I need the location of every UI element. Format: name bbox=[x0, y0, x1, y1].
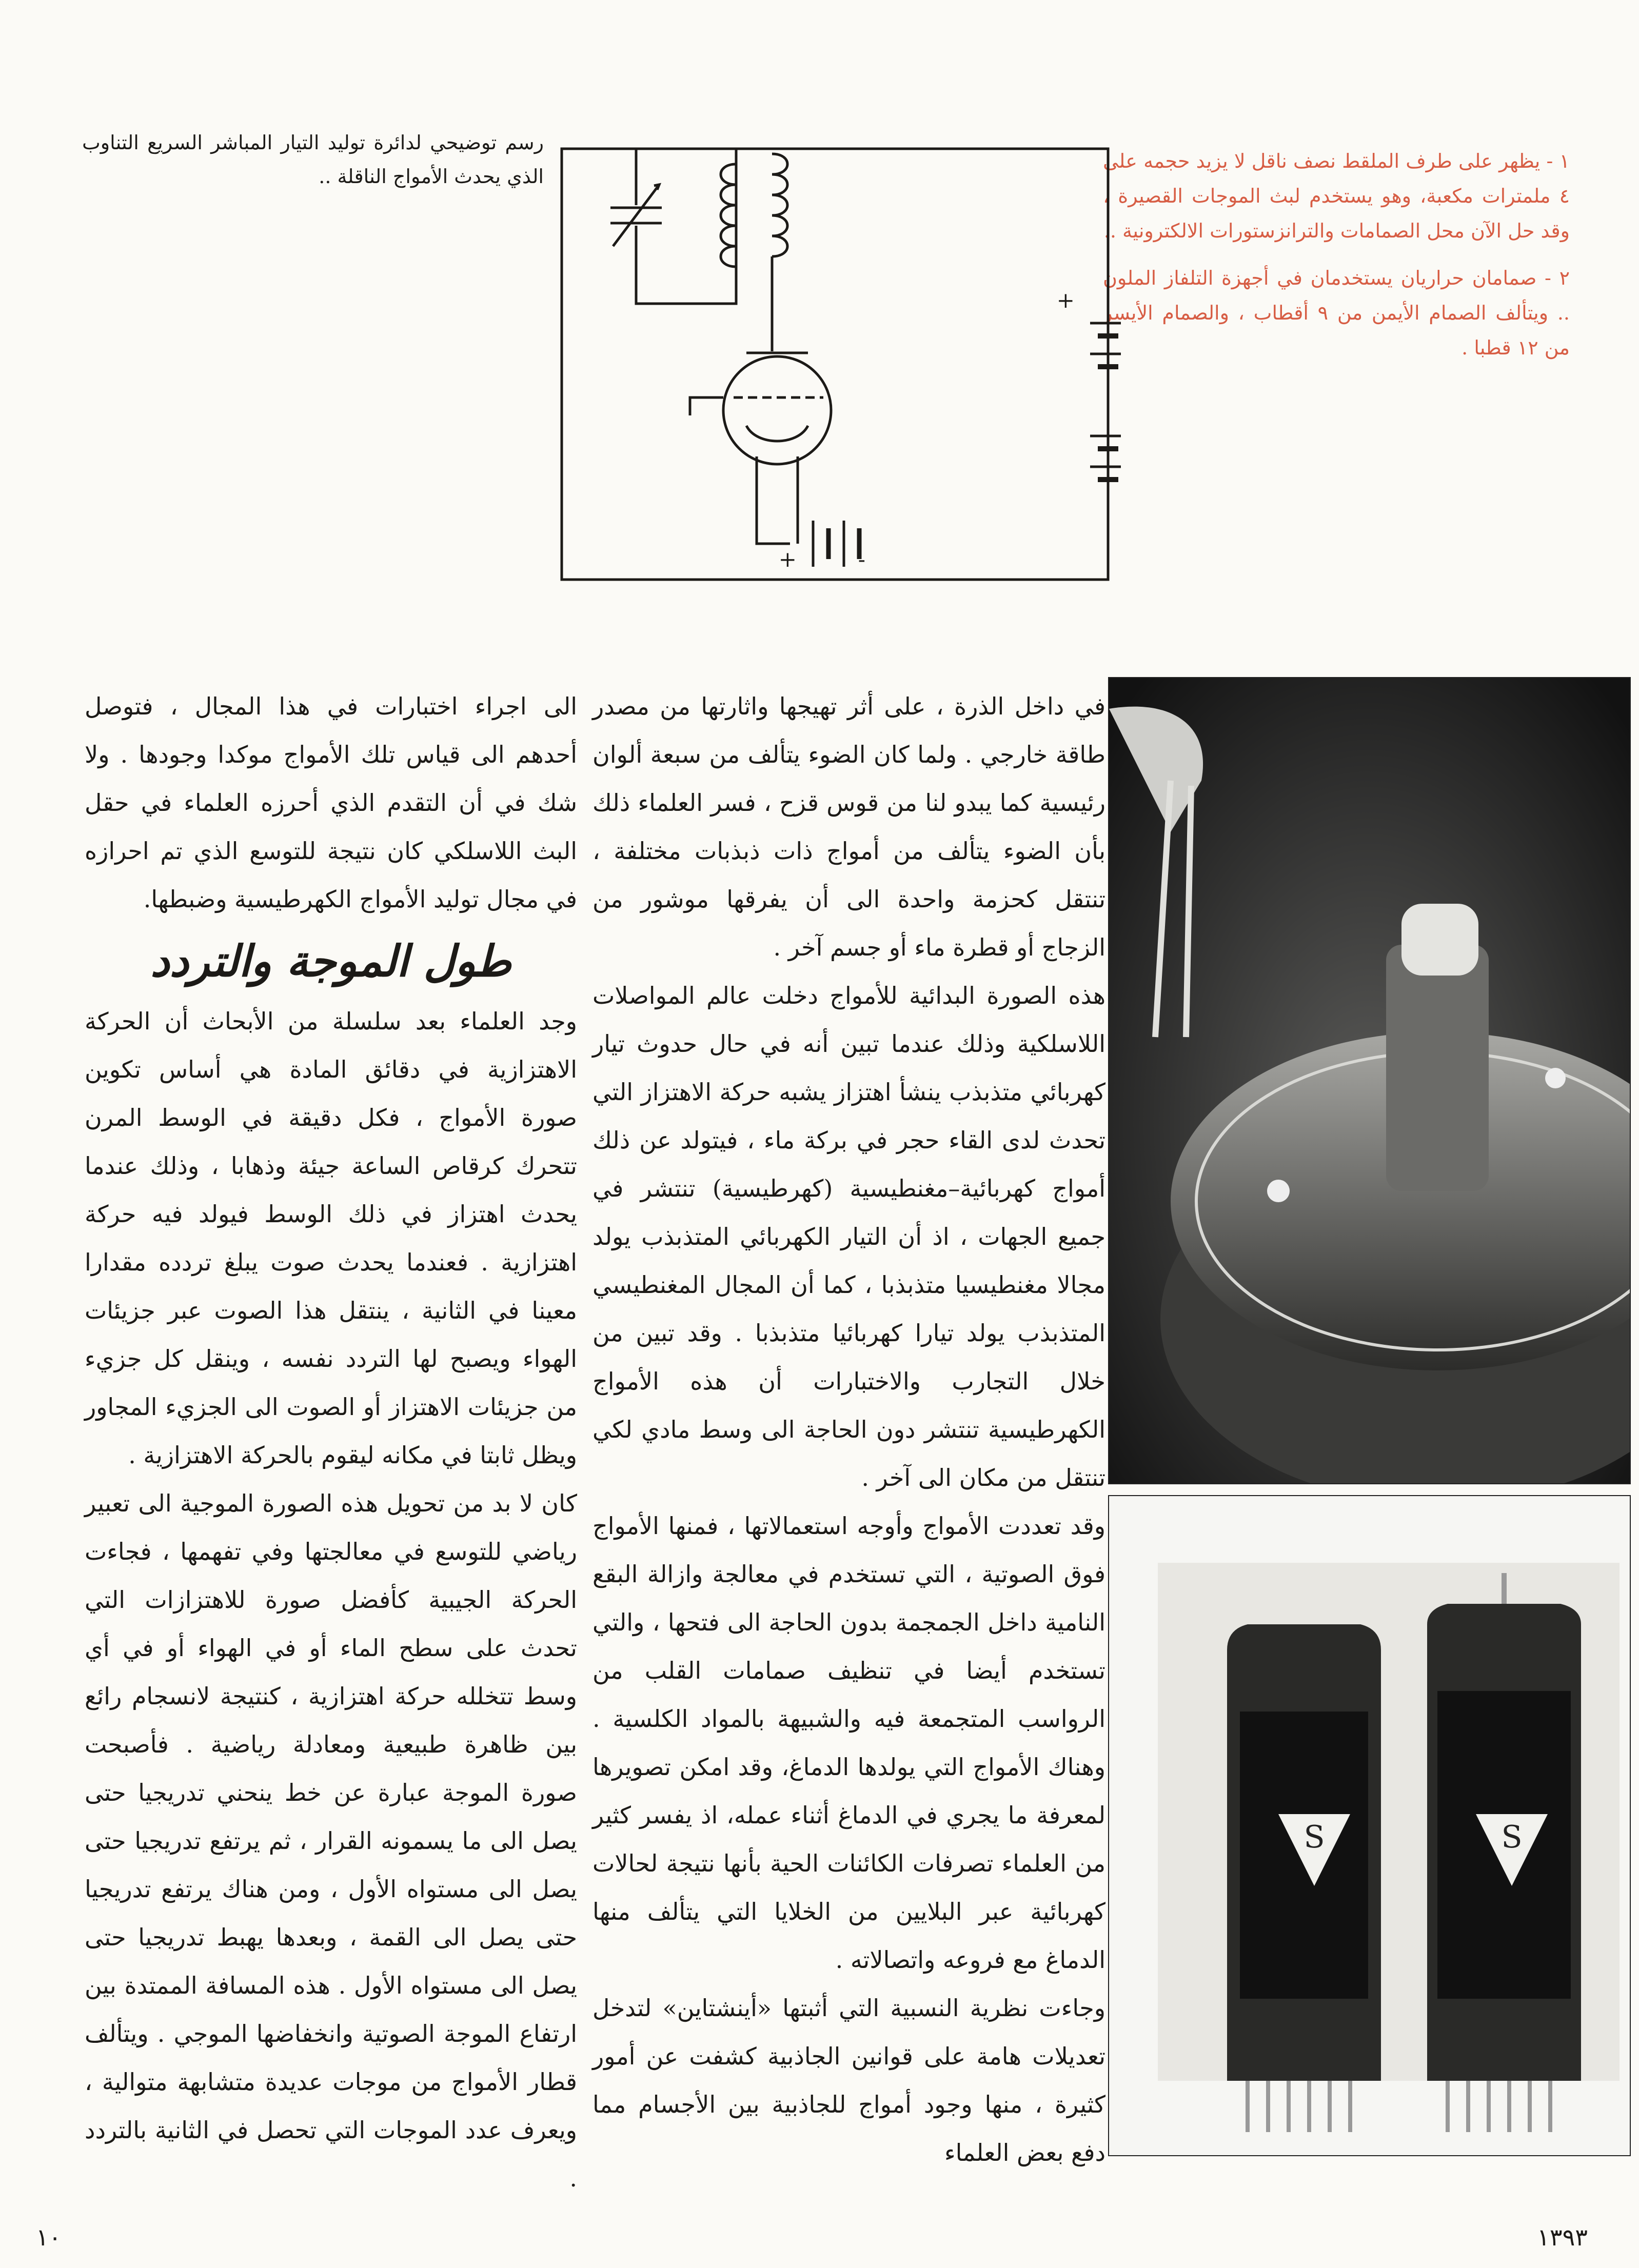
vacuum-tube bbox=[690, 353, 831, 464]
secondary-coil bbox=[772, 154, 787, 256]
body-paragraph: وجد العلماء بعد سلسلة من الأبحاث أن الحركة الاهتزازية في دقائق المادة هي أساس تكوين صورة الأمواج ، فكل دقيقة في الوسط المرن تتحرك كرقاص الساعة جيئة وذهابا ، وذلك عندما يحدث اهتزاز في ذلك الوسط فيولد فيه حركة اهتزازية . فعندما يحدث صوت يبلغ تردده مقدارا معينا في الثانية ، ينتقل هذا الصوت عبر جزيئات الهواء ويصبح لها التردد نفسه ، وينقل كل جزيء من جزيئات الاهتزاز أو الصوت الى الجزيء المجاور ويظل ثابتا في مكانه ليقوم بالحركة الاهتزازية . bbox=[85, 1007, 577, 1469]
page-number-right: ١٣٩٣ bbox=[1537, 2223, 1588, 2251]
circuit-caption: رسم توضيحي لدائرة توليد التيار المباشر السريع التناوب الذي يحدث الأمواج الناقلة .. bbox=[82, 131, 544, 188]
tube-filament bbox=[746, 426, 808, 441]
middle-text-column bbox=[593, 682, 1105, 2177]
filament-left-wire bbox=[757, 456, 790, 544]
photo-notes bbox=[1103, 144, 1570, 377]
left-text-column bbox=[85, 682, 577, 2202]
tube-logo-letter: S bbox=[1304, 1819, 1325, 1855]
photo-transistor-tweezers bbox=[1108, 677, 1631, 1484]
photo-two-vacuum-tubes bbox=[1108, 1495, 1631, 2156]
component-stem bbox=[1386, 945, 1489, 1191]
plate-battery-stack bbox=[1090, 323, 1121, 480]
vacuum-tube-left bbox=[1227, 1624, 1381, 2132]
battery-minus-label: - bbox=[858, 547, 865, 572]
body-paragraph: هذه الصورة البدائية للأمواج دخلت عالم المواصلات اللاسلكية وذلك عندما تبين أنه في حال حدوث تيار كهربائي متذبذب ينشأ اهتزاز يشبه حركة الاهتزاز التي تحدث لدى القاء حجر في بركة ماء ، فيتولد عن ذلك أمواج كهربائية–مغنطيسية (كهرطيسية) تنتشر في جميع الجهات ، اذ أن التيار الكهربائي المتذبذب يولد مجالا مغنطيسيا متذبذبا ، كما أن المجال المغنطيسي المتذبذب يولد تيارا كهربائيا متذبذبا . وقد تبين من خلال التجارب والاختبارات أن هذه الأمواج الكهرطيسية تنتشر دون الحاجة الى وسط مادي لكي تنتقل من مكان الى آخر . bbox=[593, 982, 1105, 1491]
vacuum-tube-right bbox=[1427, 1573, 1581, 2132]
filament-battery bbox=[813, 521, 859, 567]
tubes-illustration bbox=[1109, 1496, 1630, 2155]
photo-note-2: ٢ - صمامان حراريان يستخدمان في أجهزة التلفاز الملون .. ويتألف الصمام الأيمن من ٩ أقطاب ، والصمام الأيسر من ١٢ قطبا . bbox=[1103, 267, 1570, 359]
battery-plus-label: + bbox=[778, 547, 797, 572]
photo-note-1: ١ - يظهر على طرف الملقط نصف ناقل لا يزيد حجمه على ٤ ملمترات مكعبة، وهو يستخدم لبث الموجات القصيرة ، وقد حل الآن محل الصمامات والترانزستورات الالكترونية .. bbox=[1103, 150, 1570, 242]
body-paragraph: وقد تعددت الأمواج وأوجه استعمالاتها ، فمنها الأمواج فوق الصوتية ، التي تستخدم في معالجة وازالة البقع النامية داخل الجمجمة بدون الحاجة الى فتحها ، والتي تستخدم أيضا في تنظيف صمامات القلب من الرواسب المتجمعة فيه والشبيهة بالمواد الكلسية . وهناك الأمواج التي يولدها الدماغ، وقد امكن تصويرها لمعرفة ما يجري في الدماغ أثناء عمله، اذ يفسر كثير من العلماء تصرفات الكائنات الحية بأنها نتيجة لحالات كهربائية عبر البلايين من الخلايا التي يتألف منها الدماغ مع فروعه واتصالاته . bbox=[593, 1512, 1105, 1974]
primary-coil bbox=[721, 164, 736, 267]
outer-wire bbox=[562, 149, 1108, 580]
body-paragraph: كان لا بد من تحويل هذه الصورة الموجية الى تعبير رياضي للتوسع في معالجتها وفي تفهمها ، فجاءت الحركة الجيبية كأفضل صورة للاهتزازات التي تحدث على سطح الماء أو في الهواء أو في أي وسط تتخلله حركة اهتزازية ، كنتيجة لانسجام رائع بين ظاهرة طبيعية ومعادلة رياضية . فأصبحت صورة الموجة عبارة عن خط ينحني تدريجيا حتى يصل الى ما يسمونه القرار ، ثم يرتفع تدريجيا حتى يصل الى مستواه الأول ، ومن هناك يرتفع تدريجيا حتى يصل الى القمة ، وبعدها يهبط تدريجيا حتى يصل الى مستواه الأول . هذه المسافة الممتدة بين ارتفاع الموجة الصوتية وانخفاضها الموجي . ويتألف قطار الأمواج من موجات عديدة متشابهة متوالية ، ويعرف عدد الموجات التي تحصل في الثانية بالتردد . bbox=[85, 1489, 577, 2192]
page-number-left: ١٠ bbox=[36, 2223, 62, 2251]
tube-logo-letter: S bbox=[1501, 1819, 1523, 1855]
body-paragraph: في داخل الذرة ، على أثر تهيجها واثارتها من مصدر طاقة خارجي . ولما كان الضوء يتألف من سبعة ألوان رئيسية كما يبدو لنا من قوس قزح ، فسر العلماء ذلك بأن الضوء يتألف من أمواج ذات ذبذبات مختلفة ، تنتقل كحزمة واحدة الى أن يفرقها موشور من الزجاج أو قطرة ماء أو جسم آخر . bbox=[593, 692, 1105, 961]
component-cap bbox=[1401, 904, 1478, 976]
battery-stack-plus-label: + bbox=[1056, 288, 1075, 313]
transistor-illustration bbox=[1109, 678, 1630, 1483]
section-heading: طول الموجة والتردد bbox=[150, 936, 511, 986]
oscillator-circuit-diagram bbox=[551, 138, 1121, 600]
body-paragraph: وجاءت نظرية النسبية التي أثبتها «أينشتاين» لتدخل تعديلات هامة على قوانين الجاذبية كشفت عن أمور كثيرة ، منها وجود أمواج للجاذبية بين الأجسام مما دفع بعض العلماء bbox=[593, 1994, 1105, 2166]
body-paragraph: الى اجراء اختبارات في هذا المجال ، فتوصل أحدهم الى قياس تلك الأمواج موكدا وجودها . ولا شك في أن التقدم الذي أحرزه العلماء في حقل البث اللاسلكي كان نتيجة للتوسع الذي تم احرازه في مجال توليد الأمواج الكهرطيسية وضبطها. bbox=[85, 692, 577, 913]
